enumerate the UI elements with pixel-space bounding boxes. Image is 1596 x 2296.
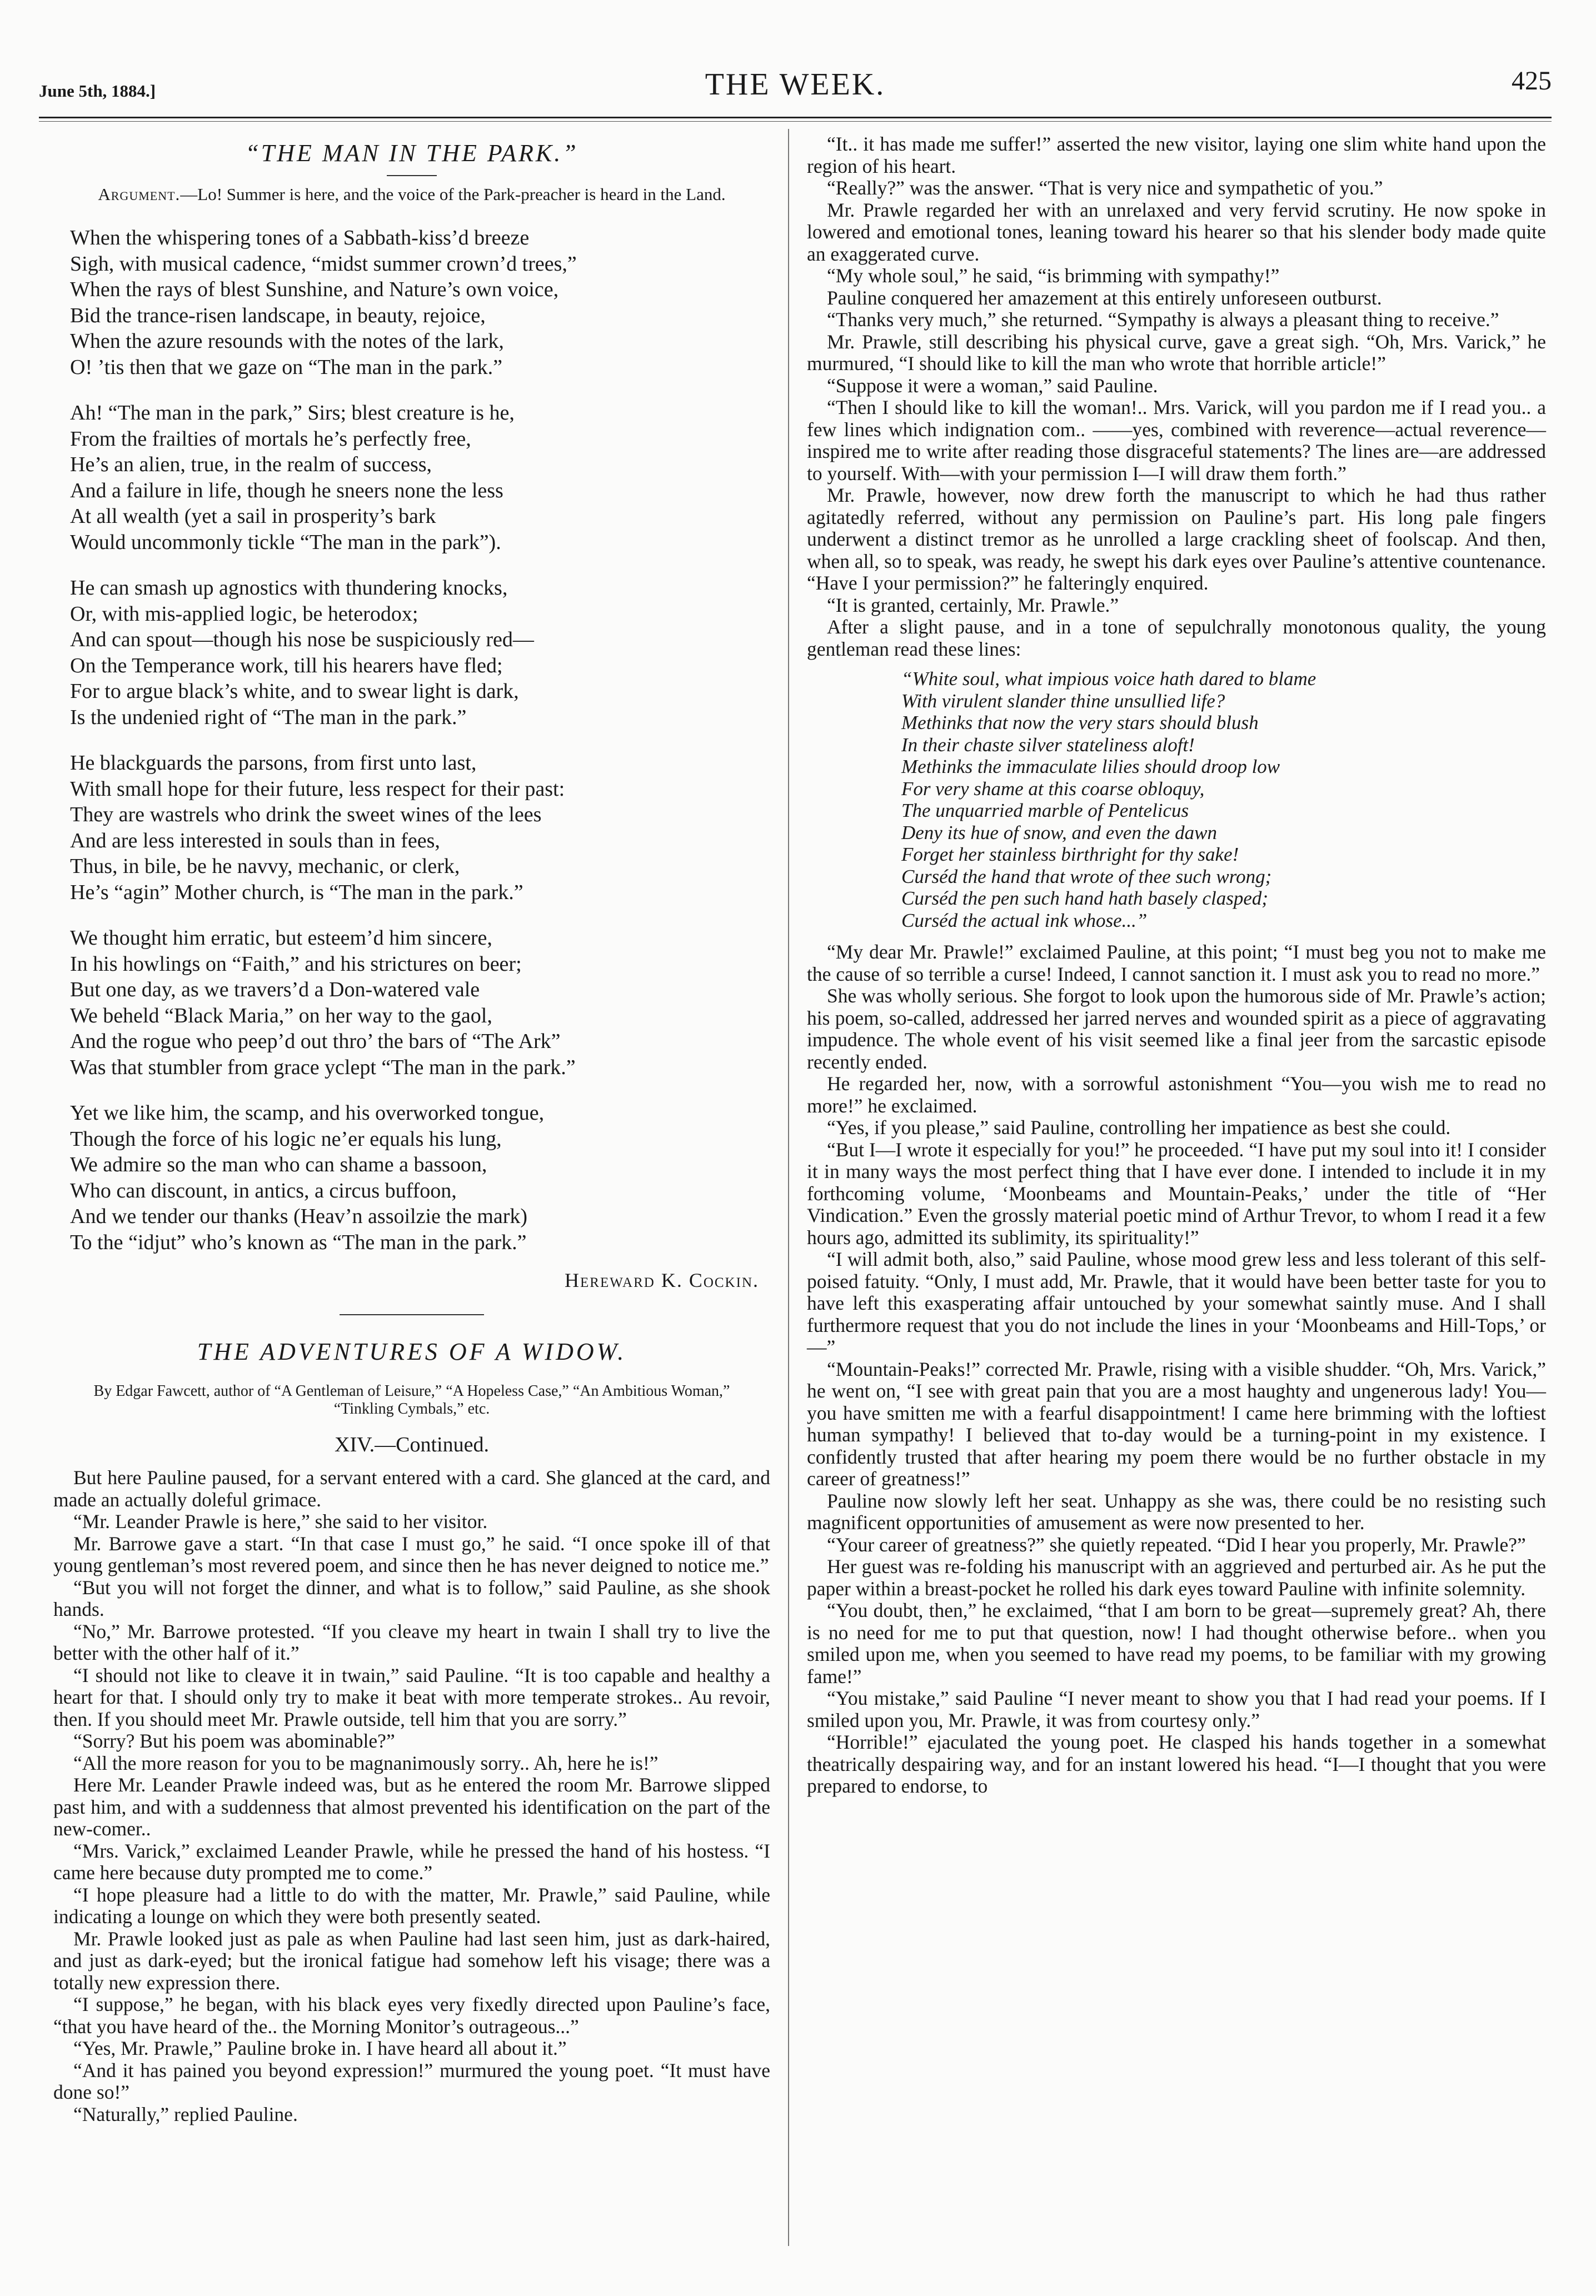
poem-line: In his howlings on “Faith,” and his strictures on beer; (70, 952, 522, 976)
story-paragraph: “Naturally,” replied Pauline. (73, 2103, 298, 2125)
title-rule (387, 175, 437, 176)
story-paragraph: “Mountain-Peaks!” corrected Mr. Prawle, rising with a visible shudder. “Oh, Mrs. Varick,” he went on, “I see with great pain that you are a most haughty and ungenerous lady! You—you have smitten me with a fearful disappointment! I came here brimming with the loftiest human sympathy! I believed that to-day would be a turning-point in my existence. I confidently trusted that after hearing my poem there would be no further obstacle in my career of greatness!” (807, 1357, 1546, 1490)
poem-line: Would uncommonly tickle “The man in the park”). (70, 530, 501, 554)
story-paragraph: “It is granted, certainly, Mr. Prawle.” (827, 593, 1119, 616)
quoted-poem-line: In their chaste silver stateliness aloft! (901, 733, 1195, 756)
story-text-left (53, 1467, 770, 2125)
quoted-poem-line: Methinks that now the very stars should blush (901, 712, 1259, 733)
quoted-poem-line: The unquarried marble of Pentelicus (901, 800, 1189, 821)
argument-lead: Argument. (98, 184, 181, 204)
poem-line: Or, with mis-applied logic, be heterodox; (70, 602, 418, 626)
poem-line: To the “idjut” who’s known as “The man in the park.” (70, 1230, 527, 1254)
column-divider (788, 129, 789, 2246)
masthead-title: THE WEEK. (705, 67, 886, 102)
story-paragraph: He regarded her, now, with a sorrowful astonishment “You—you wish me to read no more!” he exclaimed. (807, 1072, 1546, 1117)
story-paragraph: After a slight pause, and in a tone of sepulchrally monotonous quality, the young gentleman read these lines: (807, 616, 1546, 660)
story-text-right-top (807, 133, 1546, 660)
story-paragraph: “Suppose it were a woman,” said Pauline. (827, 374, 1158, 397)
poem-line: He’s “agin” Mother church, is “The man in the park.” (70, 880, 523, 904)
story-paragraph: Mr. Barrowe gave a start. “In that case I must go,” he said. “I once spoke ill of that young gentleman’s most revered poem, and since then he has never deigned to notice me.” (53, 1532, 770, 1576)
poem-line: And we tender our thanks (Heav’n assoilzie the mark) (70, 1205, 528, 1228)
story-paragraph: “You doubt, then,” he exclaimed, “that I am born to be great—supremely great? Ah, there is no need for me to put that question, now! I had thought otherwise before.. when you smiled upon me, when you seemed to have read my poems, to be familiar with my growing fame!” (807, 1599, 1546, 1688)
story-paragraph: “Mr. Leander Prawle is here,” she said to her visitor. (73, 1510, 488, 1533)
poem-line: On the Temperance work, till his hearers have fled; (70, 653, 503, 677)
story-paragraph: “Sorry? But his poem was abominable?” (73, 1730, 395, 1752)
chapter-heading: XIV.—Continued. (335, 1433, 489, 1456)
poem-line: When the azure resounds with the notes of the lark, (70, 330, 504, 353)
poem-author: Hereward K. Cockin. (565, 1269, 759, 1291)
poem-line: At all wealth (yet a sail in prosperity’s bark (70, 505, 436, 528)
poem-line: And the rogue who peep’d out thro’ the bars of “The Ark” (70, 1030, 561, 1053)
story-paragraph: “I suppose,” he began, with his black eyes very fixedly directed upon Pauline’s face, “that you have heard of the.. the Morning Monitor’s outrageous...” (53, 1993, 770, 2038)
story-paragraph: “My dear Mr. Prawle!” exclaimed Pauline, at this point; “I must beg you not to make me the cause of so terrible a curse! Indeed, I cannot sanction it. I must ask you to read no more.” (807, 941, 1546, 985)
poem-line: And can spout—though his nose be suspiciously red— (70, 628, 534, 651)
poem-stanza (70, 225, 770, 380)
poem-line: With small hope for their future, less respect for their past: (70, 777, 565, 801)
quoted-poem (901, 668, 1546, 931)
page-number: 425 (1512, 66, 1552, 96)
poem-argument (76, 184, 748, 205)
quoted-poem-line: Curséd the actual ink whose...” (901, 909, 1148, 931)
page-header (39, 66, 1552, 116)
story-paragraph: But here Pauline paused, for a servant entered with a card. She glanced at the card, and made an actually doleful grimace. (53, 1466, 770, 1511)
story-paragraph: “Horrible!” ejaculated the young poet. He clasped his hands together in a somewhat theatrically despairing way, and for an instant lowered his head. “I—I thought that you were prepared to endorse, to (807, 1731, 1546, 1797)
story-paragraph: Her guest was re-folding his manuscript with an aggrieved and perturbed air. As he put the paper within a breast-pocket he rolled his dark eyes toward Pauline with infinite solemnity. (807, 1555, 1546, 1600)
story-paragraph: “I should not like to cleave it in twain,” said Pauline. “It is too capable and healthy a heart for that. I should only try to make it beat with more temperate strokes.. Au revoir, then. If you should meet Mr. Prawle outside, tell him that you are sorry.” (53, 1664, 770, 1730)
story-text-right-bottom (807, 941, 1546, 1798)
poem-stanza (70, 575, 770, 730)
story-paragraph: Mr. Prawle looked just as pale as when Pauline had last seen him, just as dark-haired, and just as dark-eyed; but the ironical fatigue had somehow left his visage; there was a totally new expression there. (53, 1927, 770, 1994)
poem-line: But one day, as we travers’d a Don-watered vale (70, 978, 480, 1001)
poem-line: From the frailties of mortals he’s perfectly free, (70, 427, 471, 451)
poem-body (70, 225, 770, 1255)
story-paragraph: “Mrs. Varick,” exclaimed Leander Prawle, while he pressed the hand of his hostess. “I came here because duty prompted me to come.” (53, 1839, 770, 1884)
poem-line: He can smash up agnostics with thundering knocks, (70, 576, 508, 600)
poem-stanza (70, 400, 770, 555)
poem-line: Bid the trance-risen landscape, in beauty, rejoice, (70, 303, 486, 327)
poem-line: He blackguards the parsons, from first unto last, (70, 751, 477, 775)
left-column (53, 133, 770, 2125)
story-paragraph: “Really?” was the answer. “That is very nice and sympathetic of you.” (827, 177, 1383, 199)
header-date: June 5th, 1884.] (39, 81, 156, 101)
poem-stanza (70, 750, 770, 905)
quoted-poem-line: Curséd the hand that wrote of thee such wrong; (901, 865, 1272, 887)
poem-line: And a failure in life, though he sneers none the less (70, 478, 503, 502)
story-paragraph: Here Mr. Leander Prawle indeed was, but as he entered the room Mr. Barrowe slipped past him, and with a suddenness that almost prevented his identification on the part of the new-comer.. (53, 1774, 770, 1840)
poem-line: For to argue black’s white, and to swear light is dark, (70, 680, 519, 703)
story-paragraph: She was wholly serious. She forgot to look upon the humorous side of Mr. Prawle’s action; his poem, so-called, addressed her jarred nerves and wounded spirit as a piece of aggravating impudence. The whole event of his visit seemed like a final jeer from the sarcastic episode recently ended. (807, 985, 1546, 1073)
story-paragraph: “But you will not forget the dinner, and what is to follow,” said Pauline, as she shook hands. (53, 1576, 770, 1620)
header-rule (39, 117, 1552, 118)
story-title: THE ADVENTURES OF A WIDOW. (197, 1338, 627, 1365)
right-column (807, 133, 1546, 1798)
poem-line: Though the force of his logic ne’er equals his lung, (70, 1127, 502, 1151)
poem-line: O! ’tis then that we gaze on “The man in the park.” (70, 355, 503, 379)
poem-line: Ah! “The man in the park,” Sirs; blest creature is he, (70, 401, 515, 425)
story-paragraph: “It.. it has made me suffer!” asserted the new visitor, laying one slim white hand upon the region of his heart. (807, 133, 1546, 177)
story-paragraph: “Yes, if you please,” said Pauline, controlling her impatience as best she could. (827, 1116, 1451, 1139)
poem-line: He’s an alien, true, in the realm of success, (70, 453, 432, 476)
poem-stanza (70, 925, 770, 1080)
poem-line: Is the undenied right of “The man in the park.” (70, 705, 467, 729)
story-paragraph: Mr. Prawle regarded her with an unrelaxed and very fervid scrutiny. He now spoke in lowered and emotional tones, leaning toward his hearer so that his slender body made quite an exaggerated curve. (807, 198, 1546, 265)
story-paragraph: Mr. Prawle, still describing his physical curve, gave a great sigh. “Oh, Mrs. Varick,” he murmured, “I should like to kill the man who wrote that horrible article!” (807, 330, 1546, 375)
argument-text: —Lo! Summer is here, and the voice of the Park-preacher is heard in the Land. (180, 184, 726, 204)
poem-line: Thus, in bile, be he navvy, mechanic, or clerk, (70, 855, 460, 878)
quoted-poem-line: “White soul, what impious voice hath dared to blame (901, 668, 1316, 690)
poem-line: We beheld “Black Maria,” on her way to the gaol, (70, 1004, 492, 1027)
story-paragraph: “I hope pleasure had a little to do with the matter, Mr. Prawle,” said Pauline, while indicating a lounge on which they were both presently seated. (53, 1883, 770, 1928)
story-paragraph: “Then I should like to kill the woman!.. Mrs. Varick, will you pardon me if I read you.. a few lines which indignation com.. ——yes, combined with reverence—actual reverence—inspired me to write after reading those disgraceful statements? The lines are—are addressed to yourself. With—with your permission I—I will draw them forth.” (807, 396, 1546, 485)
poem-line: Who can discount, in antics, a circus buffoon, (70, 1179, 457, 1202)
story-paragraph: “Yes, Mr. Prawle,” Pauline broke in. I have heard all about it.” (73, 2037, 567, 2059)
poem-line: We thought him erratic, but esteem’d him sincere, (70, 926, 492, 950)
story-paragraph: “But I—I wrote it especially for you!” he proceeded. “I have put my soul into it! I consider it in many ways the most perfect thing that I have ever done. I intended to include it in my forthcoming volume, ‘Moonbeams and Mountain-Peaks,’ under the title of “Her Vindication.” Even the grossly material poetic mind of Arthur Trevor, to whom I read it a few hours ago, admitted its sublimity, its spirituality!” (807, 1138, 1546, 1249)
poem-stanza (70, 1100, 770, 1255)
poem-line: Yet we like him, the scamp, and his overworked tongue, (70, 1101, 545, 1125)
poem-line: Was that stumbler from grace yclept “The man in the park.” (70, 1055, 576, 1079)
story-paragraph: Mr. Prawle, however, now drew forth the manuscript to which he had thus rather agitatedly referred, without any permission on Pauline’s part. His long pale fingers underwent a distinct tremor as he unrolled a large crackling sheet of foolscap. And then, when all, so to speak, was ready, he swept his dark eyes over Pauline’s attentive countenance. “Have I your permission?” he falteringly enquired. (807, 484, 1546, 594)
quoted-poem-line: With virulent slander thine unsullied life? (901, 690, 1225, 712)
header-rule-thin (39, 121, 1552, 122)
story-paragraph: “Thanks very much,” she returned. “Sympathy is always a pleasant thing to receive.” (827, 308, 1499, 331)
poem-line: When the rays of blest Sunshine, and Nature’s own voice, (70, 278, 559, 301)
story-paragraph: “No,” Mr. Barrowe protested. “If you cleave my heart in twain I shall try to live the better with the other half of it.” (53, 1620, 770, 1664)
section-separator (340, 1314, 484, 1315)
poem-title: “THE MAN IN THE PARK.” (245, 139, 578, 167)
story-paragraph: “You mistake,” said Pauline “I never meant to show you that I had read your poems. If I smiled upon you, Mr. Prawle, it was from courtesy only.” (807, 1687, 1546, 1731)
story-paragraph: “I will admit both, also,” said Pauline, whose mood grew less and less tolerant of this self-poised fatuity. “Only, I must add, Mr. Prawle, that it would have been better taste for you to have left this exasperating affair untouched by your somewhat saintly muse. And I shall furthermore request that you do not include the lines in your ‘Moonbeams and Hill-Tops,’ or—” (807, 1248, 1546, 1358)
poem-line: And are less interested in souls than in fees, (70, 828, 440, 852)
story-paragraph: Pauline conquered her amazement at this entirely unforeseen outburst. (827, 286, 1382, 309)
story-paragraph: “My whole soul,” he said, “is brimming with sympathy!” (827, 264, 1280, 287)
quoted-poem-line: Forget her stainless birthright for thy sake! (901, 843, 1239, 865)
story-paragraph: Pauline now slowly left her seat. Unhappy as she was, there could be no resisting such magnificent opportunities of amusement as were now presented to her. (807, 1489, 1546, 1534)
story-paragraph: “All the more reason for you to be magnanimously sorry.. Ah, here he is!” (73, 1751, 659, 1774)
story-paragraph: “Your career of greatness?” she quietly repeated. “Did I hear you properly, Mr. Prawle?” (827, 1533, 1526, 1556)
story-paragraph: “And it has pained you beyond expression!” murmured the young poet. “It must have done so!” (53, 2059, 770, 2103)
quoted-poem-line: For very shame at this coarse obloquy, (901, 777, 1205, 800)
quoted-poem-line: Methinks the immaculate lilies should droop low (901, 756, 1280, 777)
quoted-poem-line: Curséd the pen such hand hath basely clasped; (901, 887, 1269, 909)
poem-line: When the whispering tones of a Sabbath-kiss’d breeze (70, 226, 530, 249)
poem-line: We admire so the man who can shame a bassoon, (70, 1153, 487, 1176)
poem-line: Sigh, with musical cadence, “midst summer crown’d trees,” (70, 252, 577, 276)
quoted-poem-line: Deny its hue of snow, and even the dawn (901, 821, 1217, 843)
poem-line: They are wastrels who drink the sweet wines of the lees (70, 803, 542, 826)
story-byline: By Edgar Fawcett, author of “A Gentleman of Leisure,” “A Hopeless Case,” “An Ambitious Woman,” “Tinkling Cymbals,” etc. (93, 1382, 730, 1417)
